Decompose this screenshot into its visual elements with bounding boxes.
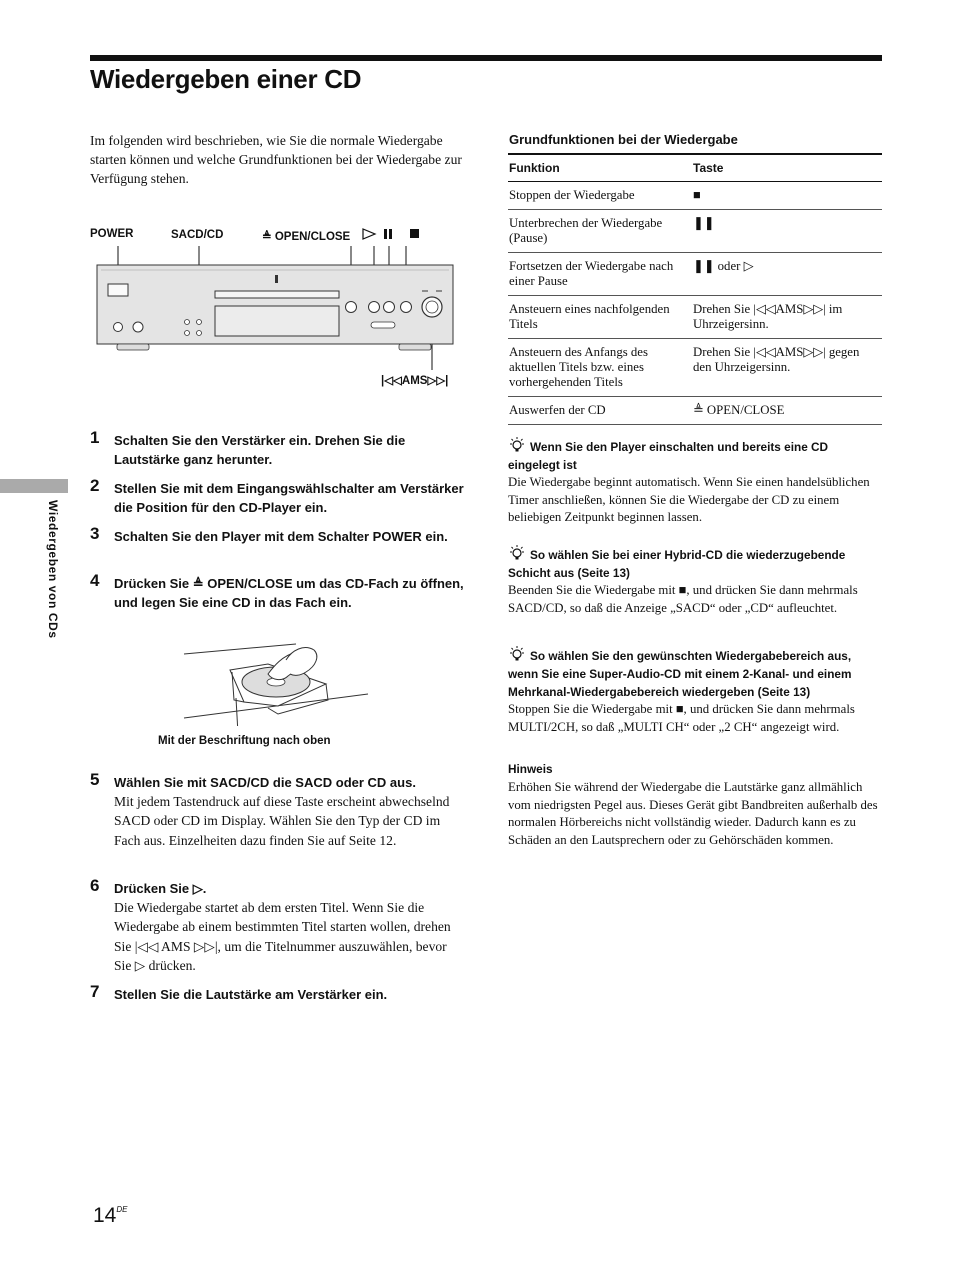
cd-player-diagram xyxy=(92,240,462,388)
step-5: 5 Wählen Sie mit SACD/CD die SACD oder CD aus. Mit jedem Tastendruck auf diese Taste erscheint abwechselnd SACD oder CD im Display. Wählen Sie den Typ der CD im Fach aus. Einzelheiten dazu finden Sie auf Seite 12. xyxy=(90,770,450,848)
stop-icon xyxy=(410,229,419,238)
note-heading: Hinweis xyxy=(508,762,553,776)
tip-2: So wählen Sie bei einer Hybrid-CD die wiederzugebende Schicht aus (Seite 13) Beenden Sie die Wiedergabe mit ■, und drücken Sie dann mehrmals SACD/CD, so daß die Anzeige „SACD“ oder „CD“ aufleuchtet. xyxy=(508,544,880,617)
table-row: Auswerfen der CD ≜ OPEN/CLOSE xyxy=(508,397,882,425)
lightbulb-icon xyxy=(508,544,526,562)
page-title: Wiedergeben einer CD xyxy=(90,64,362,94)
intro-paragraph: Im folgenden wird beschrieben, wie Sie die normale Wiedergabe starten können und welche Grundfunktionen bei der Wiedergabe zur Verfügung stehen. xyxy=(90,133,462,186)
step-3: 3 Schalten Sie den Player mit dem Schalter POWER ein. xyxy=(90,524,448,544)
table-title: Grundfunktionen bei der Wiedergabe xyxy=(509,132,738,147)
functions-table xyxy=(508,153,882,425)
prev-track-icon: |◁◁ xyxy=(381,375,402,387)
language-code: DE xyxy=(116,1205,128,1214)
step-4: 4 Drücken Sie ≜ OPEN/CLOSE um das CD-Fach zu öffnen, und legen Sie eine CD in das Fach ein. xyxy=(90,571,464,610)
label-sacd-cd: SACD/CD xyxy=(171,229,224,241)
note-body: Erhöhen Sie während der Wiedergabe die Lautstärke ganz allmählich vom niedrigsten Pegel aus. Dieses Gerät gibt Bandbreiten außerhalb des normalen Hörbereichs nicht vollständig wieder. Dadurch kann es zu Schäden an den Lautsprechern oder zu Gehörschäden kommen. xyxy=(508,780,878,847)
play-icon xyxy=(363,229,375,239)
table-row: Unterbrechen der Wiedergabe (Pause) ❚❚ xyxy=(508,210,882,253)
next-track-icon: ▷▷| xyxy=(427,375,449,387)
label-power: POWER xyxy=(90,228,134,240)
column-header-button: Taste xyxy=(692,154,882,182)
table-row: Ansteuern des Anfangs des aktuellen Titels bzw. eines vorhergehenden Titels Drehen Sie |◁◁AMS▷▷| gegen den Uhrzeigersinn. xyxy=(508,339,882,397)
tip-1: Wenn Sie den Player einschalten und bereits eine CD eingelegt ist Die Wiedergabe beginnt automatisch. Wenn Sie einen handelsüblichen Timer anschließen, können Sie die Wiedergabe der CD zu einem beliebigen Zeitpunkt beginnen lassen. xyxy=(508,436,880,527)
side-tab-marker xyxy=(0,479,68,493)
tip-3: So wählen Sie den gewünschten Wiedergabebereich aus, wenn Sie eine Super-Audio-CD mit einem 2-Kanal- und einem Mehrkanal-Wiedergabebereich wiedergeben (Seite 13) Stoppen Sie die Wiedergabe mit ■, und drücken Sie dann mehrmals MULTI/2CH, so daß „MULTI CH“ oder „2 CH“ angezeigt wird. xyxy=(508,645,880,736)
step-1: 1 Schalten Sie den Verstärker ein. Drehen Sie die Lautstärke ganz herunter. xyxy=(90,428,406,467)
disc-caption: Mit der Beschriftung nach oben xyxy=(158,735,331,747)
step-2: 2 Stellen Sie mit dem Eingangswählschalter am Verstärker die Position für den CD-Player ein. xyxy=(90,476,464,515)
title-rule xyxy=(90,55,882,61)
table-header-row xyxy=(508,154,882,182)
table-row: Stoppen der Wiedergabe ■ xyxy=(508,182,882,210)
step-7: 7 Stellen Sie die Lautstärke am Verstärker ein. xyxy=(90,982,388,1002)
side-tab-label: Wiedergeben von CDs xyxy=(46,500,60,639)
table-row: Fortsetzen der Wiedergabe nach einer Pause ❚❚ oder ▷ xyxy=(508,253,882,296)
column-header-function: Funktion xyxy=(508,154,692,182)
lightbulb-icon xyxy=(508,645,526,663)
pause-icon xyxy=(384,229,387,239)
label-ams: |◁◁AMS▷▷| xyxy=(381,375,449,387)
page-number: 14DE xyxy=(93,1204,128,1227)
table-row: Ansteuern eines nachfolgenden Titels Drehen Sie |◁◁AMS▷▷| im Uhrzeigersinn. xyxy=(508,296,882,339)
label-open-close: ≜ OPEN/CLOSE xyxy=(262,231,351,243)
disc-insert-illustration xyxy=(178,626,378,726)
step-6: 6 Drücken Sie ▷. Die Wiedergabe startet ab dem ersten Titel. Wenn Sie die Wiedergabe ab einem bestimmten Titel starten wollen, drehen Sie |◁◁ AMS ▷▷|, um die Titelnummer auszuwählen, bevor Sie ▷ drücken. xyxy=(90,876,451,973)
lightbulb-icon xyxy=(508,436,526,454)
